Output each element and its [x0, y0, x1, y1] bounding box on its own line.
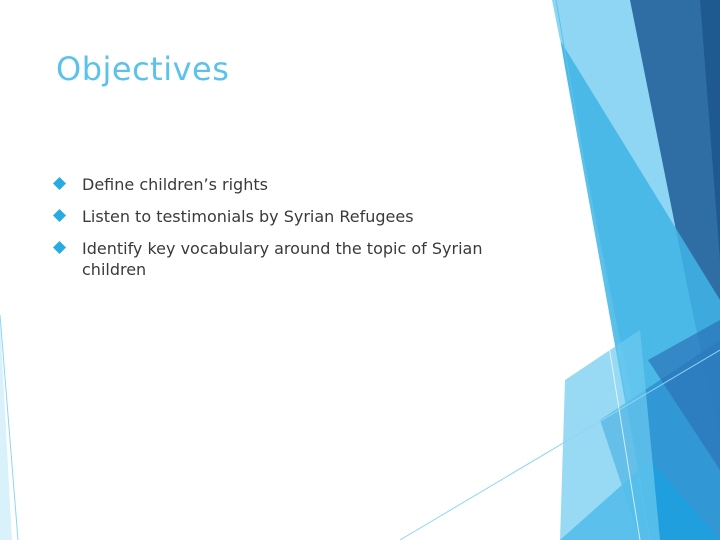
list-item [50, 174, 520, 195]
diamond-bullet-icon [53, 241, 66, 254]
bullet-text: Identify key vocabulary around the topic of Syrian children [82, 239, 483, 279]
list-item [50, 238, 520, 280]
diamond-bullet-icon [53, 209, 66, 222]
bullet-text: Listen to testimonials by Syrian Refugees [82, 207, 414, 226]
slide-title: Objectives [56, 50, 230, 88]
diamond-bullet-icon [53, 177, 66, 190]
list-item [50, 206, 520, 227]
objectives-list [50, 174, 520, 291]
bullet-text: Define children’s rights [82, 175, 268, 194]
